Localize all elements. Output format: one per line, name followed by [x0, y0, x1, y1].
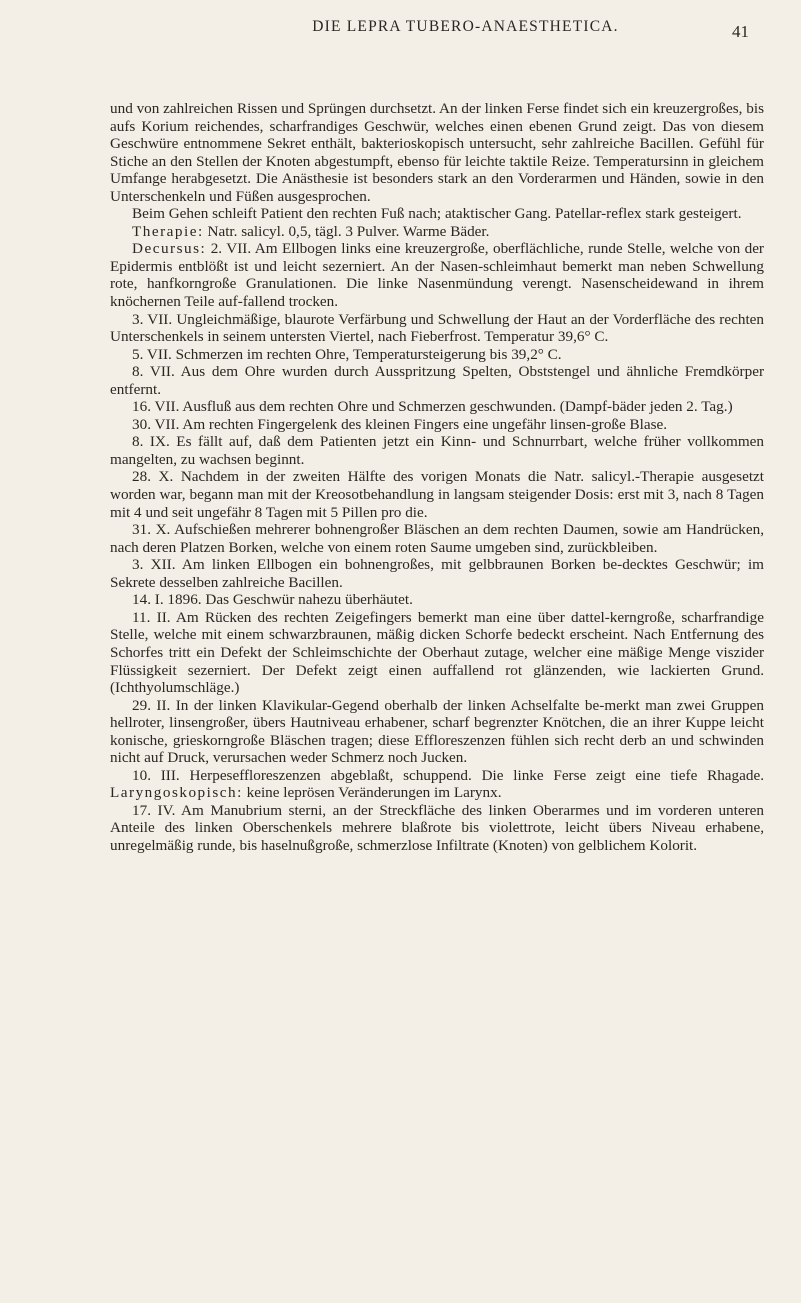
paragraph-text: 8. IX. Es fällt auf, daß dem Patienten jetzt ein Kinn- und Schnurrbart, welche früher vollkommen mangelten, zu wachsen beginnt. — [110, 433, 764, 468]
page-number: 41 — [732, 22, 749, 41]
paragraph-text: 14. I. 1896. Das Geschwür nahezu überhäutet. — [132, 591, 413, 609]
paragraph-text: 10. III. Herpeseffloreszenzen abgeblaßt, schuppend. Die linke Ferse zeigt eine tiefe Rhagade. — [132, 766, 764, 784]
paragraph — [110, 311, 764, 346]
paragraph — [110, 697, 764, 767]
paragraph-lead: Decursus: — [132, 240, 207, 258]
body-text — [110, 100, 764, 855]
paragraph — [110, 205, 764, 223]
paragraph — [110, 591, 764, 609]
paragraph-text: 5. VII. Schmerzen im rechten Ohre, Temperatursteigerung bis 39,2° C. — [132, 345, 562, 363]
paragraph-text: 28. X. Nachdem in der zweiten Hälfte des vorigen Monats die Natr. salicyl.-Therapie ausgesetzt worden war, begann man mit der Kreosotbehandlung in langsam steigender Dosis: erst mit 3, nach 8 Tagen mit 4 und seit ungefähr 8 Tagen mit 5 Pillen pro die. — [110, 468, 764, 521]
paragraph-text: 16. VII. Ausfluß aus dem rechten Ohre und Schmerzen geschwunden. (Dampf-bäder jeden 2. Tag.) — [132, 398, 733, 416]
paragraph-text: 31. X. Aufschießen mehrerer bohnengroßer Bläschen an dem rechten Daumen, sowie am Handrücken, nach deren Platzen Borken, welche von einem roten Saume umgeben sind, zurückbleiben. — [110, 521, 764, 556]
page-header — [110, 12, 761, 42]
paragraph — [110, 100, 764, 205]
paragraph-text: 3. XII. Am linken Ellbogen ein bohnengroßes, mit gelbbraunen Borken be-decktes Geschwür; im Sekrete desselben zahlreiche Bacillen. — [110, 556, 764, 591]
paragraph — [110, 556, 764, 591]
paragraph-text: 17. IV. Am Manubrium sterni, an der Streckfläche des linken Oberarmes und im vorderen unteren Anteile des linken Oberschenkels mehrere blaßrote bis violettrote, leicht übers Niveau erhabene, unregelmäßig runde, bis haselnußgroße, schmerzlose Infiltrate (Knoten) von gelblichem Kolorit. — [110, 801, 764, 854]
paragraph — [110, 433, 764, 468]
paragraph — [110, 223, 764, 241]
laryngo-text: keine leprösen Veränderungen im Larynx. — [242, 784, 502, 802]
paragraph — [110, 346, 764, 364]
paragraph — [110, 416, 764, 434]
paragraph — [110, 240, 764, 310]
laryngo-lead: Laryngoskopisch: — [110, 784, 243, 802]
paragraph — [110, 802, 764, 855]
paragraph-text: 3. VII. Ungleichmäßige, blaurote Verfärbung und Schwellung der Haut an der Vorderfläche des rechten Unterschenkels in seinem untersten Viertel, nach Fieberfrost. Temperatur 39,6° C. — [110, 310, 764, 346]
paragraph — [110, 398, 764, 416]
paragraph — [110, 609, 764, 697]
running-head: DIE LEPRA TUBERO-ANAESTHETICA. — [312, 18, 619, 35]
paragraph — [110, 767, 764, 802]
paragraph-text: 8. VII. Aus dem Ohre wurden durch Ausspritzung Spelten, Obststengel und ähnliche Fremdkörper entfernt. — [110, 363, 764, 398]
paragraph-text: 29. II. In der linken Klavikular-Gegend oberhalb der linken Achselfalte be-merkt man zwei Gruppen hellroter, linsengroßer, übers Hautniveau erhabener, scharf begrenzter Knötchen, die an ihrer Kuppe leicht konische, grieskorngroße Bläschen tragen; diese Effloreszenzen fühlen sich recht derb an und schwinden nicht auf Druck, verursachen weder Schmerz noch Jucken. — [110, 696, 764, 767]
paragraph-text: 11. II. Am Rücken des rechten Zeigefingers bemerkt man eine über dattel-kerngroße, scharfrandige Stelle, welche mit einem schwarzbraunen, mäßig dicken Schorfe bedeckt erscheint. Nach Entfernung des Schorfes tritt ein Defekt der Schleimschichte der Oberhaut zutage, welcher eine mäßige Menge viszider Flüssigkeit sezerniert. Der Defekt zeigt einen auffallend rot glänzenden, wie lackierten Grund. (Ichthyolumschläge.) — [110, 608, 764, 697]
paragraph — [110, 363, 764, 398]
paragraph — [110, 468, 764, 521]
paragraph — [110, 521, 764, 556]
paragraph-text: 2. VII. Am Ellbogen links eine kreuzergroße, oberflächliche, runde Stelle, welche von der Epidermis entblößt ist und leicht sezerniert. An der Nasen-schleimhaut bemerkt man neben Schwellung rote, hanfkorngroße Granulationen. Die linke Nasenmündung verengt. Nasenscheidewand in ihrem knöchernen Teile auf-fallend trocken. — [110, 240, 764, 311]
paragraph-text: und von zahlreichen Rissen und Sprüngen durchsetzt. An der linken Ferse findet sich ein kreuzergroßes, bis aufs Korium reichendes, scharfrandiges Geschwür, welches einen ebenen Grund zeigt. Das von diesem Geschwüre entnommene Sekret enthält, bakterioskopisch untersucht, sehr zahlreiche Bacillen. Gefühl für Stiche an den Stellen der Knoten abgestumpft, ebenso für leichte taktile Reize. Temperatursinn in gleichem Umfange herabgesetzt. Die Anästhesie ist besonders stark an den Vorderarmen und Händen, sowie in den Unterschenkeln und Füßen ausgesprochen. — [110, 100, 764, 205]
paragraph-text: Natr. salicyl. 0,5, tägl. 3 Pulver. Warme Bäder. — [203, 222, 490, 240]
paragraph-text: Beim Gehen schleift Patient den rechten Fuß nach; ataktischer Gang. Patellar-reflex stark gesteigert. — [132, 205, 742, 223]
paragraph-lead: Therapie: — [132, 222, 204, 240]
paragraph-text: 30. VII. Am rechten Fingergelenk des kleinen Fingers eine ungefähr linsen-große Blase. — [132, 415, 668, 433]
